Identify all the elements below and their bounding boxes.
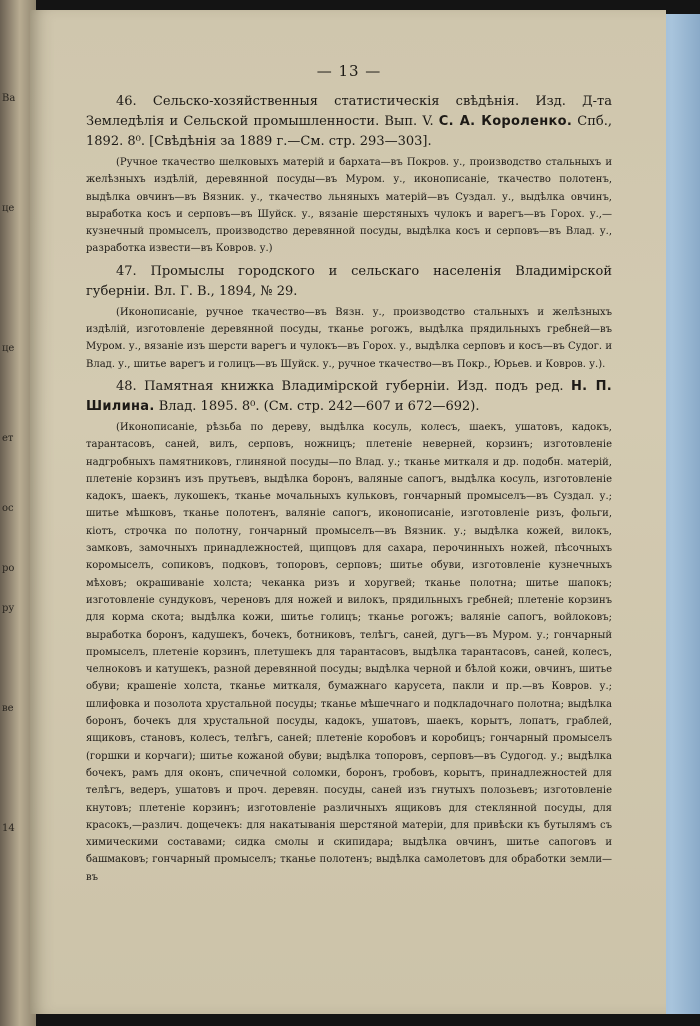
prev-page-fragment: ет	[2, 433, 14, 444]
prev-page-fragment: ос	[2, 503, 14, 514]
entry-annotation: (Ручное ткачество шелковыхъ матерій и бархата—въ Покров. у., производство стальныхъ и желѣзныхъ издѣлій, деревянной посуды—въ Муром. у., иконописаніе, ткачество полотенъ, выдѣлка овчинъ—въ Вязник. у., ткачество льняныхъ матерій—въ Суздал. у., выдѣлка овчинъ, выработка косъ и серповъ—въ Шуйск. у., вязаніе шерстяныхъ чулокъ и варегъ—въ Горох. у.,—кузнечный промыселъ, производство деревянной посуды, выдѣлка косъ и серповъ—въ Влад. у., разработка извести—въ Ковров. у.)	[86, 157, 612, 255]
book-page	[30, 10, 666, 1014]
entry-publication: Спб., 1892. 8⁰. [Свѣдѣнія за 1889 г.—См. стр. 293—303].	[86, 114, 613, 149]
bibliography-entry-47	[86, 262, 612, 373]
entry-annotation: (Иконописаніе, ручное ткачество—въ Вязн. у., производство стальныхъ и желѣзныхъ издѣлій, изготовленіе деревянной посуды, тканье рогожъ, выдѣлка прядильныхъ гребней—въ Муром. у., вязаніе изъ шерсти варегъ и чулокъ—въ Горох. у., выдѣлка серповъ и косъ—въ Судог. и Влад. у., шитье варегъ и голицъ—въ Шуйск. у., ручное ткачество—въ Покр., Юрьев. и Ковров. у.).	[86, 306, 612, 370]
entry-annotation: (Иконописаніе, рѣзьба по дереву, выдѣлка косуль, колесъ, шаекъ, ушатовъ, кадокъ, тарантасовъ, саней, вилъ, серповъ, ножницъ; плетеніе неверней, корзинъ; изготовленіе надгробныхъ памятниковъ, глиняной посуды—по Влад. у.; тканье миткаля и др. подобн. матерій, плетеніе корзинъ изъ прутьевъ, выдѣлка боронъ, валяные сапогъ, выдѣлка косуль, изготовленіе кадокъ, шаекъ, лукошекъ, тканье мочальныхъ кульковъ, гончарный промыселъ—въ Суздал. у.; шитье мѣшковъ, тканье полотенъ, валяніе сапогъ, иконописаніе, изготовленіе ризъ, фольги, кіотъ, строчка по полотну, гончарный промыселъ—въ Вязник. у.; выдѣлка кожей, вилокъ, замковъ, замочныхъ принадлежностей, щипцовъ для сахара, перочинныхъ ножей, пѣсочныхъ коромыселъ, сопиковъ, подковъ, топоровъ, серповъ; шитье обуви, изготовленіе кузнечныхъ мѣховъ; окрашиваніе холста; чеканка ризъ и хоругвей; тканье полотна; шитье шапокъ; изготовленіе сундуковъ, череновъ для ножей и вилокъ, прядильныхъ гребней; плетеніе корзинъ для корма скота; выдѣлка кожи, шитье голицъ; тканье рогожъ; валяніе сапогъ, войлоковъ; выработка боронъ, кадушекъ, бочекъ, ботниковъ, телѣгъ, саней, дугъ—въ Муром. у.; гончарный промыселъ, плетеніе корзинъ, плетушекъ для тарантасовъ, выдѣлка тарантасовъ, саней, колесъ, челноковъ и катушекъ, разной деревянной посуды; выдѣлка черной и бѣлой кожи, овчинъ, шитье обуви; крашеніе холста, тканье миткаля, бумажнаго карусета, пакли и пр.—въ Ковров. у.; шлифовка и позолота хрустальной посуды; тканье мѣшечнаго и подкладочнаго полотна; выдѣлка боронъ, бочекъ для хрустальной посуды, кадокъ, ушатовъ, шаекъ, корытъ, лопатъ, граблей, ящиковъ, становъ, колесъ, телѣгъ, саней; плетеніе коробовъ и коробицъ; гончарный промыселъ (горшки и корчаги); шитье кожаной обуви; выдѣлка топоровъ, серповъ—въ Судогод. у.; выдѣлка бочекъ, рамъ для оконъ, спичечной соломки, боронъ, гробовъ, корытъ, принадлежностей для телѣгъ, ведеръ, ушатовъ и проч. деревян. посуды, саней изъ гнутыхъ полозьевъ; изготовленіе кнутовъ; плетеніе корзинъ; изготовленіе различныхъ ящиковъ для стеклянной посуды, для красокъ,—различ. дощечекъ: для накатыванія шерстяной матеріи, для привѣски къ бутылямъ съ химическими составами; сидка смолы и скипидара; выдѣлка овчинъ, шитье сапоговъ и башмаковъ; гончарный промыселъ; тканье полотенъ; выдѣлка самолетовъ для обработки земли—въ	[86, 421, 612, 883]
entry-title: 47. Промыслы городского и сельскаго населенія Владимірской губерніи. Вл. Г. В., 1894, № 29.	[86, 263, 612, 299]
entry-heading	[86, 377, 612, 417]
bibliography-entry-46	[86, 92, 612, 258]
prev-page-fragment: 14	[2, 823, 15, 834]
prev-page-fragment: ру	[2, 603, 15, 614]
prev-page-fragment: це	[2, 343, 15, 354]
prev-page-fragment: Ва	[2, 93, 16, 104]
prev-page-fragment: ве	[2, 703, 14, 714]
prev-page-fragment: це	[2, 203, 15, 214]
entry-author: С. А. Короленко.	[438, 114, 573, 129]
entry-heading	[86, 262, 612, 302]
entry-heading	[86, 92, 612, 152]
entry-title: 46. Сельско-хозяйственныя статистическія свѣдѣнія. Изд. Д-та Земледѣлія и Сельской промышленности. Вып. V.	[86, 94, 612, 129]
page-number: — 13 —	[316, 62, 382, 80]
entry-title: 48. Памятная книжка Владимірской губерніи. Изд. подъ ред.	[116, 378, 571, 394]
prev-page-fragment: ро	[2, 563, 15, 574]
page-content	[86, 62, 612, 890]
bibliography-entry-48	[86, 377, 612, 886]
entry-author: Н. П. Шилина.	[86, 378, 612, 414]
entry-publication: Влад. 1895. 8⁰. (См. стр. 242—607 и 672—692).	[154, 398, 480, 414]
